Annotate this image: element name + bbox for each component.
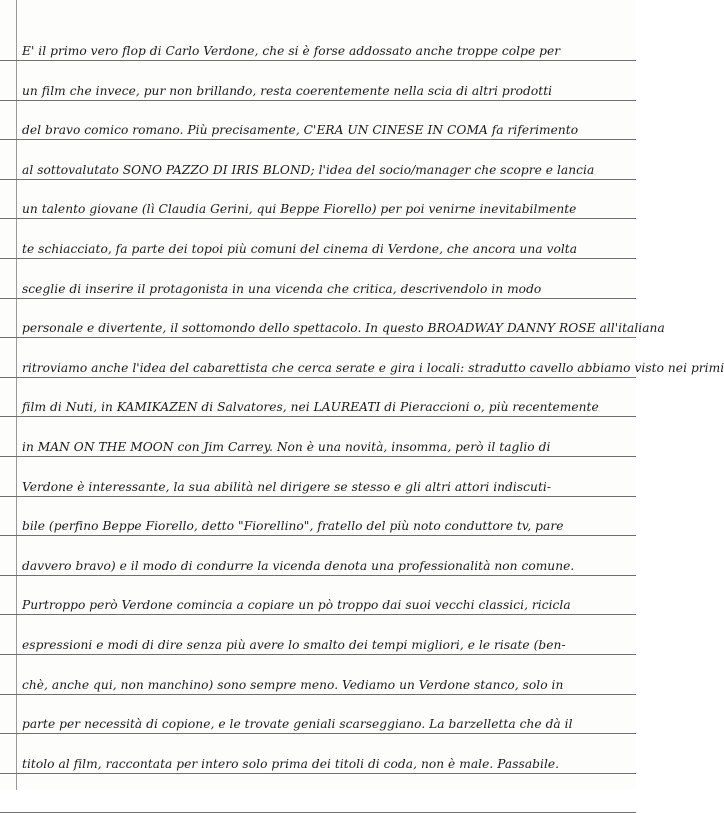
text-line: bile (perfino Beppe Fiorello, detto "Fiorellino", fratello del più noto conduttore tv, pare — [22, 519, 564, 534]
text-line: del bravo comico romano. Più precisamente, C'ERA UN CINESE IN COMA fa riferimento — [22, 123, 579, 138]
ruled-line — [0, 179, 636, 180]
text-line: chè, anche qui, non manchino) sono sempre meno. Vediamo un Verdone stanco, solo in — [22, 677, 564, 692]
text-line: davvero bravo) e il modo di condurre la vicenda denota una professionalità non comune. — [22, 558, 575, 573]
text-line: personale e divertente, il sottomondo dello spettacolo. In questo BROADWAY DANNY ROSE all'italiana — [22, 321, 665, 336]
margin-line — [16, 0, 17, 790]
ruled-line — [0, 575, 636, 576]
ruled-line — [0, 654, 636, 655]
text-line: parte per necessità di copione, e le trovate geniali scarseggiano. La barzelletta che dà il — [22, 717, 573, 732]
ruled-line — [0, 456, 636, 457]
ruled-line — [0, 377, 636, 378]
ruled-line — [0, 535, 636, 536]
ruled-line — [0, 733, 636, 734]
ruled-line — [0, 298, 636, 299]
ruled-line — [0, 614, 636, 615]
text-line: un film che invece, pur non brillando, resta coerentemente nella scia di altri prodotti — [22, 83, 553, 98]
text-line: Purtroppo però Verdone comincia a copiare un pò troppo dai suoi vecchi classici, ricicla — [22, 598, 571, 613]
text-line: al sottovalutato SONO PAZZO DI IRIS BLOND; l'idea del socio/manager che scopre e lancia — [22, 162, 595, 177]
ruled-line — [0, 139, 636, 140]
ruled-line — [0, 60, 636, 61]
text-line: titolo al film, raccontata per intero solo prima dei titoli di coda, non è male. Passabile. — [22, 756, 560, 771]
text-line: in MAN ON THE MOON con Jim Carrey. Non è una novità, insomma, però il taglio di — [22, 440, 551, 454]
ruled-line — [0, 496, 636, 497]
text-line: espressioni e modi di dire senza più avere lo smalto dei tempi migliori, e le risate (ben- — [22, 638, 566, 652]
ruled-line — [0, 258, 636, 259]
text-line: E' il primo vero flop di Carlo Verdone, che si è forse addossato anche troppe colpe per — [22, 44, 561, 58]
ruled-line — [0, 100, 636, 101]
text-line: Verdone è interessante, la sua abilità nel dirigere se stesso e gli altri attori indiscuti- — [22, 479, 552, 494]
text-line: un talento giovane (lì Claudia Gerini, qui Beppe Fiorello) per poi venirne inevitabilmente — [22, 202, 577, 217]
text-line: film di Nuti, in KAMIKAZEN di Salvatores, nei LAUREATI di Pieraccioni o, più recentemente — [22, 400, 599, 415]
text-line: sceglie di inserire il protagonista in una vicenda che critica, descrivendolo in modo — [22, 281, 542, 296]
ruled-line — [0, 337, 636, 338]
ruled-line — [0, 416, 636, 417]
text-line: te schiacciato, fa parte dei topoi più comuni del cinema di Verdone, che ancora una volta — [22, 242, 578, 256]
ruled-line — [0, 773, 636, 774]
text-line: ritroviamo anche l'idea del cabarettista che cerca serate e gira i locali: stradutto cavello abbiamo visto nei primi — [22, 360, 724, 375]
ruled-line — [0, 218, 636, 219]
ruled-line — [0, 694, 636, 695]
